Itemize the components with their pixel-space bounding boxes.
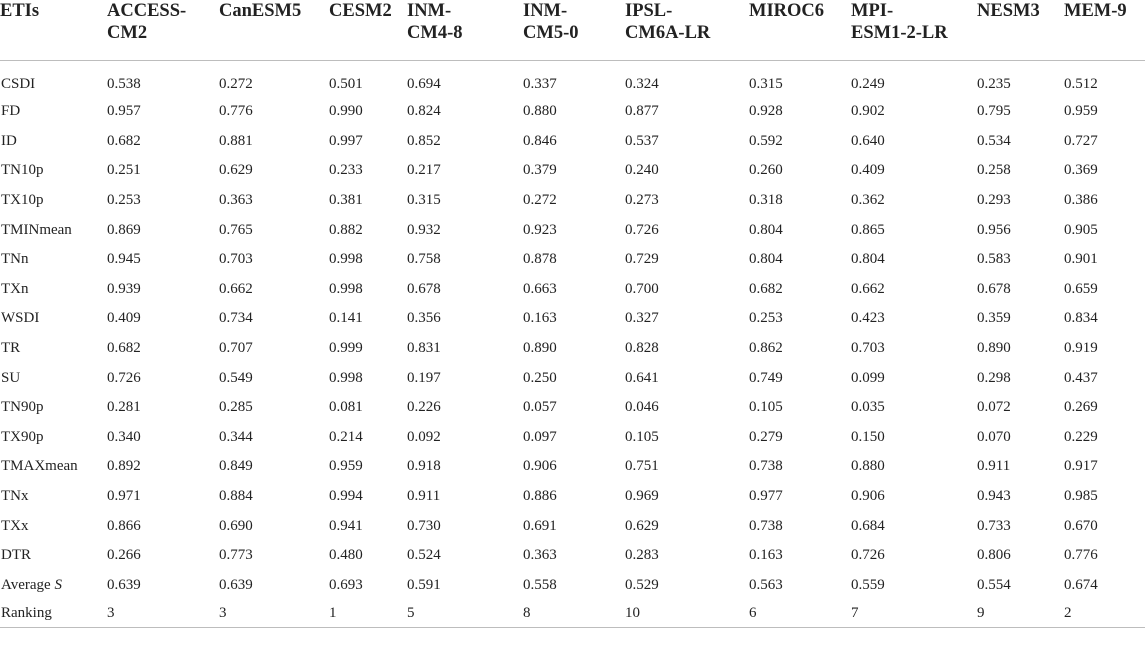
table-header	[0, 0, 1145, 61]
row-label: WSDI	[1, 310, 40, 327]
table-cell: 0.057	[523, 399, 557, 416]
table-cell: 0.105	[625, 428, 659, 445]
table-cell: 0.959	[1064, 103, 1098, 120]
table-cell: 1	[329, 600, 407, 628]
table-cell: 0.971	[107, 488, 141, 505]
table-cell: 0.315	[749, 75, 783, 92]
table-cell: 0.423	[851, 310, 885, 327]
table-cell: 0.834	[1064, 310, 1098, 327]
table-cell: 0.293	[977, 192, 1011, 209]
table-cell: 0.070	[977, 428, 1011, 445]
table-cell: 0.831	[407, 340, 441, 357]
table-cell: 0.998	[329, 369, 363, 386]
table-cell: 0.882	[329, 221, 363, 238]
table-cell: 0.997	[329, 132, 363, 149]
table-cell: 0.902	[851, 103, 885, 120]
table-row	[0, 156, 1145, 186]
table-cell: 0.362	[851, 192, 885, 209]
column-header-model: ACCESS- CM2	[107, 0, 219, 61]
table-cell: 0.959	[329, 458, 363, 475]
column-header-model: INM- CM4-8	[407, 0, 523, 61]
table-cell: 0.217	[407, 162, 441, 179]
table-cell: 0.890	[523, 340, 557, 357]
table-cell: 0.163	[523, 310, 557, 327]
row-label: CSDI	[1, 75, 36, 92]
column-header-model: NESM3	[977, 0, 1064, 61]
table-cell: 0.549	[219, 369, 253, 386]
column-header-model: MEM-9	[1064, 0, 1145, 61]
table-cell: 0.663	[523, 280, 557, 297]
row-label: TXn	[1, 280, 29, 297]
table-cell: 0.251	[107, 162, 141, 179]
table-cell: 3	[107, 600, 219, 628]
row-label: DTR	[1, 547, 31, 564]
table-cell: 0.804	[749, 221, 783, 238]
table-cell: 0.409	[107, 310, 141, 327]
table-cell: 0.229	[1064, 428, 1098, 445]
row-label: FD	[1, 103, 21, 120]
table-cell: 0.703	[219, 251, 253, 268]
table-cell: 0.253	[749, 310, 783, 327]
table-cell: 0.776	[219, 103, 253, 120]
table-cell: 0.150	[851, 428, 885, 445]
table-cell: 0.641	[625, 369, 659, 386]
table-row	[0, 452, 1145, 482]
table-cell: 0.538	[107, 75, 141, 92]
table-row	[0, 511, 1145, 541]
row-label: TR	[1, 340, 21, 357]
table-row	[0, 334, 1145, 364]
table-cell: 0.956	[977, 221, 1011, 238]
table-row	[0, 541, 1145, 571]
table-cell: 0.941	[329, 517, 363, 534]
table-cell: 0.977	[749, 488, 783, 505]
table-row	[0, 304, 1145, 334]
table-cell: 0.890	[977, 340, 1011, 357]
table-row	[0, 186, 1145, 216]
table-row	[0, 600, 1145, 628]
table-cell: 0.804	[851, 251, 885, 268]
table-cell: 0.849	[219, 458, 253, 475]
table-cell: 0.738	[749, 458, 783, 475]
table-cell: 0.283	[625, 547, 659, 564]
table-row	[0, 571, 1145, 601]
table-cell: 0.880	[523, 103, 557, 120]
table-cell: 0.197	[407, 369, 441, 386]
table-cell: 0.554	[977, 576, 1011, 593]
table-cell: 0.272	[219, 75, 253, 92]
table-cell: 0.363	[219, 192, 253, 209]
column-header-model: MIROC6	[749, 0, 851, 61]
table-cell: 0.726	[107, 369, 141, 386]
table-cell: 0.901	[1064, 251, 1098, 268]
table-cell: 0.099	[851, 369, 885, 386]
table-cell: 0.258	[977, 162, 1011, 179]
table-cell: 0.911	[977, 458, 1011, 475]
table-cell: 0.340	[107, 428, 141, 445]
header-row	[0, 0, 1145, 61]
table-row	[0, 393, 1145, 423]
table-cell: 0.738	[749, 517, 783, 534]
table-row	[0, 363, 1145, 393]
row-label: TMINmean	[1, 221, 72, 238]
table-cell: 0.337	[523, 75, 557, 92]
row-label: TNn	[1, 251, 29, 268]
table-cell: 0.537	[625, 132, 659, 149]
table-cell: 0.583	[977, 251, 1011, 268]
table-cell: 0.700	[625, 280, 659, 297]
row-label: TNx	[1, 488, 29, 505]
table-cell: 0.369	[1064, 162, 1098, 179]
table-cell: 0.998	[329, 280, 363, 297]
table-cell: 0.865	[851, 221, 885, 238]
table-cell: 0.324	[625, 75, 659, 92]
table-cell: 0.751	[625, 458, 659, 475]
table-cell: 0.773	[219, 547, 253, 564]
table-cell: 0.269	[1064, 399, 1098, 416]
table-cell: 0.659	[1064, 280, 1098, 297]
table-cell: 0.985	[1064, 488, 1098, 505]
table-cell: 0.141	[329, 310, 363, 327]
table-cell: 0.886	[523, 488, 557, 505]
table-cell: 0.512	[1064, 75, 1098, 92]
table-cell: 0.315	[407, 192, 441, 209]
table-cell: 0.298	[977, 369, 1011, 386]
table-cell: 0.726	[625, 221, 659, 238]
table-cell: 7	[851, 600, 977, 628]
table-cell: 0.866	[107, 517, 141, 534]
row-label: SU	[1, 369, 21, 386]
table-cell: 0.878	[523, 251, 557, 268]
table-cell: 0.682	[107, 340, 141, 357]
row-label: Ranking	[0, 600, 107, 628]
table-cell: 0.969	[625, 488, 659, 505]
table-cell: 0.386	[1064, 192, 1098, 209]
table-cell: 0.214	[329, 428, 363, 445]
table-cell: 0.662	[219, 280, 253, 297]
row-label: TN90p	[1, 399, 44, 416]
table-cell: 0.852	[407, 132, 441, 149]
table-cell: 0.592	[749, 132, 783, 149]
table-row	[0, 275, 1145, 305]
table-cell: 0.707	[219, 340, 253, 357]
table-body	[0, 61, 1145, 628]
column-header-model: CanESM5	[219, 0, 329, 61]
table-cell: 0.629	[625, 517, 659, 534]
table-cell: 0.862	[749, 340, 783, 357]
column-header-model: IPSL- CM6A-LR	[625, 0, 749, 61]
column-header-model: INM- CM5-0	[523, 0, 625, 61]
row-label: TMAXmean	[1, 458, 78, 475]
table-cell: 0.804	[749, 251, 783, 268]
table-cell: 0.758	[407, 251, 441, 268]
table-cell: 0.999	[329, 340, 363, 357]
table-cell: 0.917	[1064, 458, 1098, 475]
table-cell: 0.674	[1064, 576, 1098, 593]
table-cell: 0.928	[749, 103, 783, 120]
table-cell: 5	[407, 600, 523, 628]
table-cell: 8	[523, 600, 625, 628]
table-cell: 3	[219, 600, 329, 628]
table-cell: 0.253	[107, 192, 141, 209]
table-cell: 0.097	[523, 428, 557, 445]
table-cell: 0.558	[523, 576, 557, 593]
table-cell: 0.662	[851, 280, 885, 297]
table-cell: 0.501	[329, 75, 363, 92]
table-cell: 0.529	[625, 576, 659, 593]
table-cell: 0.105	[749, 399, 783, 416]
column-header-model: CESM2	[329, 0, 407, 61]
table-cell: 0.480	[329, 547, 363, 564]
table-cell: 0.092	[407, 428, 441, 445]
table-cell: 0.733	[977, 517, 1011, 534]
table-row	[0, 245, 1145, 275]
table-cell: 0.693	[329, 576, 363, 593]
table-row	[0, 61, 1145, 98]
table-cell: 0.409	[851, 162, 885, 179]
row-label: TX90p	[1, 428, 44, 445]
table-cell: 0.035	[851, 399, 885, 416]
table-cell: 0.359	[977, 310, 1011, 327]
table-row	[0, 482, 1145, 512]
table-cell: 0.911	[407, 488, 441, 505]
table-row	[0, 127, 1145, 157]
table-cell: 0.945	[107, 251, 141, 268]
table-cell: 0.906	[523, 458, 557, 475]
table-cell: 0.795	[977, 103, 1011, 120]
table-cell: 0.046	[625, 399, 659, 416]
table-cell: 0.272	[523, 192, 557, 209]
column-header-model: MPI- ESM1-2-LR	[851, 0, 977, 61]
table-cell: 0.906	[851, 488, 885, 505]
table-cell: 0.381	[329, 192, 363, 209]
table-cell: 0.437	[1064, 369, 1098, 386]
table-cell: 0.279	[749, 428, 783, 445]
table-cell: 0.932	[407, 221, 441, 238]
table-cell: 0.881	[219, 132, 253, 149]
table-cell: 0.684	[851, 517, 885, 534]
table-cell: 0.327	[625, 310, 659, 327]
table-cell: 0.734	[219, 310, 253, 327]
table-cell: 0.682	[749, 280, 783, 297]
table-cell: 0.249	[851, 75, 885, 92]
table-cell: 0.356	[407, 310, 441, 327]
row-label: TN10p	[1, 162, 44, 179]
table-cell: 0.690	[219, 517, 253, 534]
table-cell: 0.828	[625, 340, 659, 357]
table-cell: 0.846	[523, 132, 557, 149]
table-cell: 0.072	[977, 399, 1011, 416]
table-cell: 0.919	[1064, 340, 1098, 357]
table-row	[0, 423, 1145, 453]
table-cell: 0.639	[219, 576, 253, 593]
table-cell: 0.806	[977, 547, 1011, 564]
table-cell: 0.727	[1064, 132, 1098, 149]
table-cell: 0.694	[407, 75, 441, 92]
table-cell: 0.250	[523, 369, 557, 386]
table-cell: 6	[749, 600, 851, 628]
table-cell: 0.703	[851, 340, 885, 357]
table-cell: 10	[625, 600, 749, 628]
row-label: Average S	[1, 576, 62, 593]
table-cell: 0.998	[329, 251, 363, 268]
table-cell: 0.559	[851, 576, 885, 593]
table-cell: 0.379	[523, 162, 557, 179]
row-label: TXx	[1, 517, 29, 534]
table-cell: 0.957	[107, 103, 141, 120]
table-cell: 0.670	[1064, 517, 1098, 534]
table-cell: 0.765	[219, 221, 253, 238]
table-cell: 0.884	[219, 488, 253, 505]
table-cell: 0.629	[219, 162, 253, 179]
table-cell: 0.266	[107, 547, 141, 564]
table-cell: 0.730	[407, 517, 441, 534]
table-cell: 0.726	[851, 547, 885, 564]
table-cell: 0.994	[329, 488, 363, 505]
table-cell: 0.892	[107, 458, 141, 475]
table-cell: 0.260	[749, 162, 783, 179]
table-cell: 0.233	[329, 162, 363, 179]
table-cell: 0.524	[407, 547, 441, 564]
table-cell: 0.869	[107, 221, 141, 238]
table-cell: 0.923	[523, 221, 557, 238]
table-cell: 9	[977, 600, 1064, 628]
table-cell: 0.678	[407, 280, 441, 297]
table-cell: 2	[1064, 600, 1145, 628]
row-label: TX10p	[1, 192, 44, 209]
row-label: ID	[1, 132, 17, 149]
table-cell: 0.990	[329, 103, 363, 120]
table-cell: 0.678	[977, 280, 1011, 297]
table-cell: 0.729	[625, 251, 659, 268]
table-cell: 0.639	[107, 576, 141, 593]
table-cell: 0.877	[625, 103, 659, 120]
table-cell: 0.591	[407, 576, 441, 593]
column-header-etis: ETIs	[0, 0, 107, 61]
table-cell: 0.880	[851, 458, 885, 475]
table-row	[0, 215, 1145, 245]
table-cell: 0.081	[329, 399, 363, 416]
table-cell: 0.318	[749, 192, 783, 209]
table-cell: 0.691	[523, 517, 557, 534]
table-cell: 0.363	[523, 547, 557, 564]
table-cell: 0.939	[107, 280, 141, 297]
table-row	[0, 97, 1145, 127]
table-cell: 0.563	[749, 576, 783, 593]
table-cell: 0.240	[625, 162, 659, 179]
table-cell: 0.749	[749, 369, 783, 386]
table-cell: 0.235	[977, 75, 1011, 92]
table-cell: 0.273	[625, 192, 659, 209]
table-cell: 0.344	[219, 428, 253, 445]
table-cell: 0.824	[407, 103, 441, 120]
table-cell: 0.281	[107, 399, 141, 416]
table-cell: 0.640	[851, 132, 885, 149]
table-cell: 0.776	[1064, 547, 1098, 564]
table-cell: 0.682	[107, 132, 141, 149]
table-cell: 0.943	[977, 488, 1011, 505]
table-cell: 0.226	[407, 399, 441, 416]
table-cell: 0.163	[749, 547, 783, 564]
table-cell: 0.285	[219, 399, 253, 416]
table-cell: 0.905	[1064, 221, 1098, 238]
table-cell: 0.918	[407, 458, 441, 475]
table-cell: 0.534	[977, 132, 1011, 149]
